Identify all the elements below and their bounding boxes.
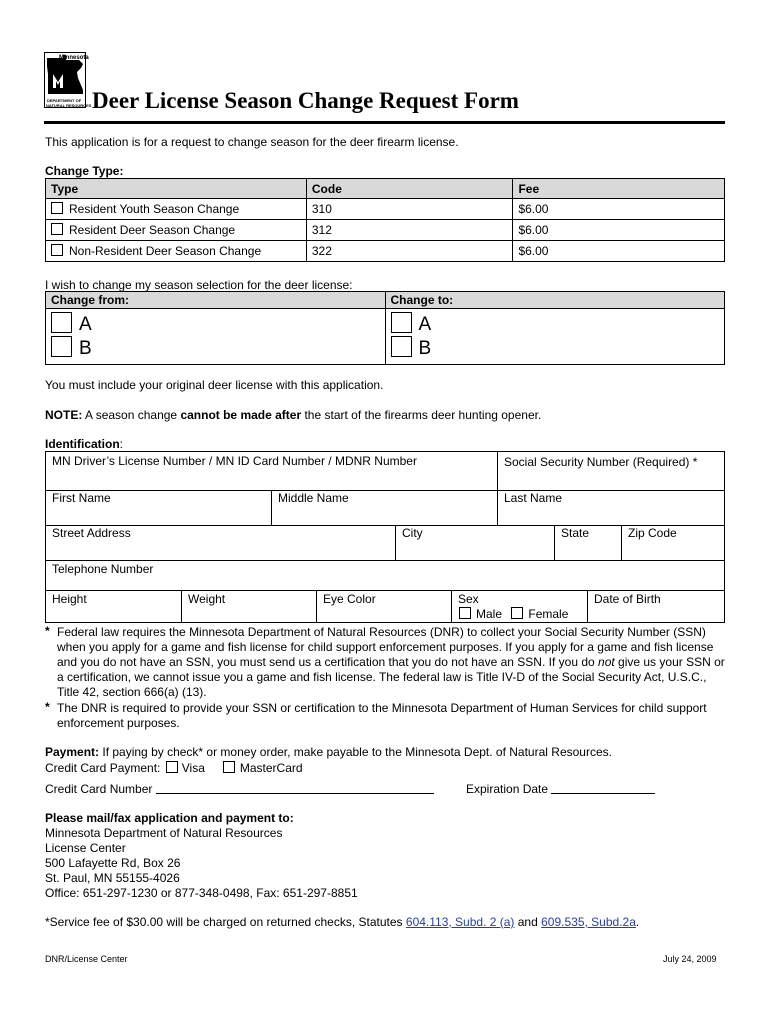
divider bbox=[497, 451, 498, 525]
from-option-b[interactable] bbox=[51, 336, 385, 360]
footnote-emphasis: not bbox=[598, 655, 615, 669]
mastercard-label: MasterCard bbox=[239, 761, 303, 775]
code-cell: 322 bbox=[306, 241, 513, 262]
intro-text: This application is for a request to change season for the deer firearm license. bbox=[45, 135, 459, 149]
cc-number-input[interactable] bbox=[156, 782, 434, 794]
identification-heading bbox=[45, 437, 123, 451]
sex-options bbox=[459, 607, 568, 621]
state-field[interactable]: State bbox=[561, 526, 590, 540]
fee-cell: $6.00 bbox=[513, 199, 725, 220]
change-to-cell bbox=[385, 309, 725, 365]
fee-text: *Service fee of $30.00 will be charged on returned checks, Statutes bbox=[45, 915, 406, 929]
table-row bbox=[46, 199, 725, 220]
checkbox[interactable] bbox=[459, 607, 471, 619]
telephone-field[interactable]: Telephone Number bbox=[52, 562, 154, 576]
cc-number-label: Credit Card Number bbox=[45, 782, 153, 796]
col-fee-header: Fee bbox=[513, 179, 725, 199]
divider bbox=[45, 525, 725, 526]
payment-instructions bbox=[45, 745, 612, 759]
note-emphasis: cannot be made after bbox=[180, 408, 302, 422]
divider bbox=[395, 525, 396, 560]
divider bbox=[271, 490, 272, 525]
change-from-header: Change from: bbox=[46, 292, 386, 309]
divider bbox=[45, 590, 725, 591]
option-label: Resident Youth Season Change bbox=[69, 202, 240, 216]
mail-heading: Please mail/fax application and payment to: bbox=[45, 811, 294, 825]
option-label: Resident Deer Season Change bbox=[69, 223, 236, 237]
page-title: Deer License Season Change Request Form bbox=[92, 88, 519, 113]
zip-code-field[interactable]: Zip Code bbox=[628, 526, 677, 540]
address-line: Minnesota Department of Natural Resources bbox=[45, 826, 283, 840]
fee-text: . bbox=[635, 915, 640, 929]
to-option-b[interactable] bbox=[391, 336, 725, 360]
include-license-note: You must include your original deer license with this application. bbox=[45, 378, 384, 392]
credit-card-payment bbox=[45, 761, 303, 775]
option-label: B bbox=[79, 338, 92, 359]
footnote-star: * bbox=[45, 700, 50, 714]
fee-cell: $6.00 bbox=[513, 220, 725, 241]
male-option[interactable] bbox=[459, 607, 502, 621]
first-name-field[interactable]: First Name bbox=[52, 491, 111, 505]
code-cell: 312 bbox=[306, 220, 513, 241]
option-label: Non-Resident Deer Season Change bbox=[69, 244, 262, 258]
height-field[interactable]: Height bbox=[52, 592, 87, 606]
option-label: B bbox=[418, 338, 432, 359]
female-option[interactable] bbox=[511, 607, 568, 621]
address-line: 500 Lafayette Rd, Box 26 bbox=[45, 856, 181, 870]
visa-checkbox[interactable] bbox=[166, 761, 178, 773]
note-text: the start of the firearms deer hunting opener. bbox=[301, 408, 542, 422]
heading-text: Identification bbox=[45, 437, 120, 451]
change-type-option[interactable] bbox=[46, 241, 307, 262]
checkbox[interactable] bbox=[51, 223, 63, 235]
footer-left: DNR/License Center bbox=[45, 954, 128, 964]
date-of-birth-field[interactable]: Date of Birth bbox=[594, 592, 661, 606]
note-text: A season change bbox=[82, 408, 181, 422]
weight-field[interactable]: Weight bbox=[188, 592, 226, 606]
checkbox[interactable] bbox=[51, 336, 72, 357]
fee-text: and bbox=[514, 915, 542, 929]
title-rule bbox=[44, 121, 725, 124]
footnote-star: * bbox=[45, 624, 50, 638]
payment-label: Payment: bbox=[45, 745, 100, 759]
heading-colon: : bbox=[119, 437, 124, 451]
option-label: Female bbox=[528, 607, 569, 621]
from-option-a[interactable] bbox=[51, 312, 385, 336]
divider bbox=[45, 560, 725, 561]
checkbox[interactable] bbox=[51, 244, 63, 256]
logo-dept-line2: NATURAL RESOURCES bbox=[46, 103, 92, 108]
city-field[interactable]: City bbox=[402, 526, 423, 540]
expiration-label: Expiration Date bbox=[466, 782, 549, 796]
dnr-required-footnote: The DNR is required to provide your SSN or certification to the Minnesota Department of Human Services for child support enforcement purposes. bbox=[57, 701, 707, 730]
footnote-text: give us your SSN or a certification, we cannot issue you a game and fish license. The federal law is Title IV-D of the Social Security Act, U.S.C., Title 42, section 666(a) (13). bbox=[57, 655, 725, 699]
table-row bbox=[46, 241, 725, 262]
note-label: NOTE: bbox=[45, 408, 83, 422]
season-table bbox=[45, 291, 725, 365]
credit-card-number-line bbox=[45, 782, 434, 796]
to-option-a[interactable] bbox=[391, 312, 725, 336]
expiration-line bbox=[466, 782, 655, 796]
statute-link[interactable]: 609.535, Subd.2a bbox=[541, 915, 636, 929]
address-line: St. Paul, MN 55155-4026 bbox=[45, 871, 180, 885]
divider bbox=[554, 525, 555, 560]
col-code-header: Code bbox=[306, 179, 513, 199]
middle-name-field[interactable]: Middle Name bbox=[278, 491, 349, 505]
checkbox[interactable] bbox=[391, 336, 412, 357]
change-from-cell bbox=[46, 309, 386, 365]
visa-label: Visa bbox=[181, 761, 205, 775]
address-line: Office: 651-297-1230 or 877-348-0498, Fax: 651-297-8851 bbox=[45, 886, 358, 900]
fee-cell: $6.00 bbox=[513, 241, 725, 262]
last-name-field[interactable]: Last Name bbox=[504, 491, 563, 505]
change-type-table bbox=[45, 178, 725, 262]
divider bbox=[621, 525, 622, 560]
federal-law-footnote bbox=[57, 625, 727, 700]
payment-text: If paying by check* or money order, make payable to the Minnesota Dept. of Natural Resources. bbox=[99, 745, 612, 759]
table-row bbox=[46, 220, 725, 241]
checkbox[interactable] bbox=[511, 607, 523, 619]
statute-link[interactable]: 604.113, Subd. 2 (a) bbox=[405, 915, 515, 929]
divider bbox=[587, 590, 588, 623]
divider bbox=[316, 590, 317, 623]
divider bbox=[45, 490, 725, 491]
option-label: A bbox=[418, 314, 432, 335]
expiration-input[interactable] bbox=[551, 782, 655, 794]
divider bbox=[451, 590, 452, 623]
license-number-field[interactable]: MN Driver’s License Number / MN ID Card Number / MDNR Number bbox=[52, 454, 417, 468]
code-cell: 310 bbox=[306, 199, 513, 220]
checkbox[interactable] bbox=[391, 312, 412, 333]
logo-dept-line1: DEPARTMENT OF bbox=[47, 98, 82, 103]
cc-label: Credit Card Payment: bbox=[45, 761, 161, 775]
service-fee-note bbox=[45, 915, 639, 929]
season-prompt: I wish to change my season selection for the deer license: bbox=[45, 278, 353, 292]
mastercard-checkbox[interactable] bbox=[223, 761, 235, 773]
option-label: A bbox=[79, 314, 92, 335]
logo-state-text: Minnesota bbox=[59, 55, 89, 61]
option-label: Male bbox=[476, 607, 503, 621]
address-line: License Center bbox=[45, 841, 126, 855]
divider bbox=[181, 590, 182, 623]
checkbox[interactable] bbox=[51, 312, 72, 333]
col-type-header: Type bbox=[46, 179, 307, 199]
footer-date: July 24, 2009 bbox=[663, 954, 717, 964]
sex-label: Sex bbox=[458, 592, 479, 606]
ssn-field[interactable]: Social Security Number (Required) * bbox=[504, 455, 698, 469]
footnote-text: Federal law requires the Minnesota Department of Natural Resources (DNR) to collect your Social Security Number (SSN) when you apply for a game and fish license for child support enforcement purposes. If you apply for a game and fish license and you do not have an SSN, you must send us a certification that you do not have an SSN. If you do bbox=[57, 625, 714, 669]
street-address-field[interactable]: Street Address bbox=[52, 526, 131, 540]
checkbox[interactable] bbox=[51, 202, 63, 214]
change-type-heading: Change Type: bbox=[45, 164, 124, 178]
change-to-header: Change to: bbox=[385, 292, 725, 309]
change-type-option[interactable] bbox=[46, 220, 307, 241]
eye-color-field[interactable]: Eye Color bbox=[323, 592, 376, 606]
change-type-option[interactable] bbox=[46, 199, 307, 220]
season-change-note bbox=[45, 408, 541, 422]
